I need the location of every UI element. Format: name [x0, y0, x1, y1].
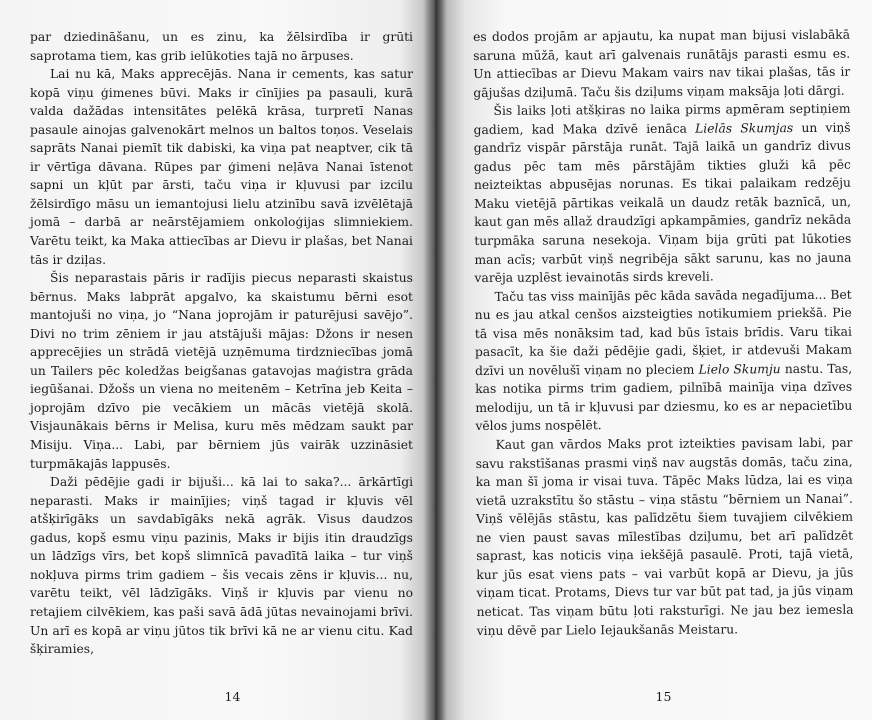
page-number: 14	[224, 689, 241, 704]
paragraph: Lai nu kā, Maks apprecējās. Nana ir cements, kas satur kopā viņu ģimenes būvi. Maks ir cīnījies pa pasauli, kurā valda dažādas intensitātes pelēkā krāsa, turpretī Nanas pasaule ainojas galvenokārt melnos un baltos toņos. Veselais saprāts Nanai piemīt tik dabiski, ka viņa pat neaptver, cik tā ir vērtīga dāvana. Rūpes par ģimeni neļāva Nanai īstenot sapni un kļūt par ārsti, taču viņa ir kļuvusi par izcilu žēlsirdīgo māsu un iemantojusi lielu atzinību savā izvēlētajā jomā – darbā ar neārstējamiem onkoloģijas slimniekiem. Varētu teikt, ka Maka attiecības ar Dievu ir plašas, bet Nanai tās ir dziļas.	[30, 67, 413, 267]
page-number: 15	[655, 689, 672, 704]
paragraph: Taču tas viss mainījās pēc kāda savāda negadījuma... Bet nu es jau atkal cenšos aizsteigties notikumiem priekšā. Pie tā visa mēs nonāksim tad, kad būs īstais brīdis. Varu tikai pasacīt, ka šie daži pēdējie gadi, šķiet, ir atdevuši Makam dzīvi un novēlušī viņam no pleciem Lielo Skumju nastu. Tas, kas notika pirms trim gadiem, pilnībā mainīja viņa dzīves melodiju, un tā ir kļuvusi par dziesmu, ko es ar nepacietību vēlos jums nospēlēt.	[474, 287, 853, 434]
left-page-text	[30, 28, 413, 659]
left-page	[0, 0, 435, 720]
paragraph: par dziedināšanu, un es zinu, ka žēlsirdība ir grūti saprotama tiem, kas grib ielūkoties tajā no ārpuses.	[30, 30, 413, 63]
paragraph: Daži pēdējie gadi ir bijuši... kā lai to saka?... ārkārtīgi neparasti. Maks ir mainījies; viņš tagad ir kļuvis vēl atšķirīgāks un savdabīgāks nekā agrāk. Visus daudzos gadus, kopš esmu viņu pazinis, Maks ir bijis itin draudzīgs un lādzīgs vīrs, bet kopš slimnīcā pavadītā laika – tur viņš nokļuva pirms trim gadiem – šis vecais zēns ir kļuvis... nu, varētu teikt, vēl lādzīgāks. Viņš ir kļuvis par vienu no retajiem cilvēkiem, kas paši savā ādā jūtas nevainojami brīvi. Un arī es kopā ar viņu jūtos tik brīvi kā ne ar vienu citu. Kad šķiramies,	[30, 475, 413, 657]
right-page	[435, 0, 872, 720]
paragraph: Šis laiks ļoti atšķiras no laika pirms apmēram septiņiem gadiem, kad Maka dzīvē ienāca Lielās Skumjas un viņš gandrīz vispār pārstāja runāt. Tajā laikā un gandrīz divus gadus pēc tam mēs pārstājām tikties gluži kā pēc neizteiktas abpusējas norunas. Es tikai palaikam redzēju Maku vietējā pārtikas veikalā un daudz retāk baznīcā, un, kaut gan mēs allaž draudzīgi apkampāmies, gandrīz nekāda turpmāka saruna nesekoja. Viņam bija grūti pat lūkoties man acīs; varbūt viņš negribēja sākt sarunu, kas no jauna varēja uzplēst ievainotās sirds kreveli.	[473, 101, 852, 286]
paragraph: es dodos projām ar apjautu, ka nupat man bijusi vislabākā saruna mūžā, kaut arī galvenais runātājs parasti esmu es. Un attiecības ar Dievu Makam vairs nav tikai plašas, tās ir gājušas dziļumā. Taču šis dziļums viņam maksāja ļoti dārgi.	[473, 27, 851, 100]
paragraph: Šis neparastais pāris ir radījis piecus neparasti skaistus bērnus. Maks labprāt apgalvo, ka skaistumu bērni esot mantojuši no viņa, jo “Nana joprojām ir paturējusi savējo”. Divi no trim zēniem ir jau atstājuši mājas: Džons ir nesen apprecējies un strādā vietējā uzņēmuma tirdzniecības jomā un Tailers pēc koledžas beigšanas gatavojas maģistra grāda iegūšanai. Džošs un viena no meitenēm – Ketrīna jeb Keita – joprojām dzīvo pie vecākiem un mācās vietējā skolā. Visjaunākais bērns ir Melisa, kuru mēs mēdzam saukt par Misiju. Viņa... Labi, par bērniem jūs vairāk uzzināsiet turpmākajās lappusēs.	[30, 271, 413, 471]
right-page-text	[473, 26, 854, 640]
paragraph: Kaut gan vārdos Maks prot izteikties pavisam labi, par savu rakstīšanas prasmi viņš nav augstās domās, taču zina, ka man šī joma ir visai tuva. Tāpēc Maks lūdza, lai es viņa vietā uzrakstītu šo stāstu – viņa stāstu “bērniem un Nanai”. Viņš vēlējās stāstu, kas palīdzētu šiem tuvajiem cilvēkiem ne vien paust savas mīlestības dziļumu, bet arī palīdzēt saprast, kas noticis viņa iekšējā pasaulē. Proti, tajā vietā, kur jūs esat viens pats – vai varbūt kopā ar Dievu, ja jūs viņam ticat. Protams, Dievs tur var būt pat tad, ja jūs viņam neticat. Tas viņam būtu ļoti raksturīgi. Ne jau bez iemesla viņu dēvē par Lielo Iejaukšanās Meistaru.	[475, 435, 854, 638]
